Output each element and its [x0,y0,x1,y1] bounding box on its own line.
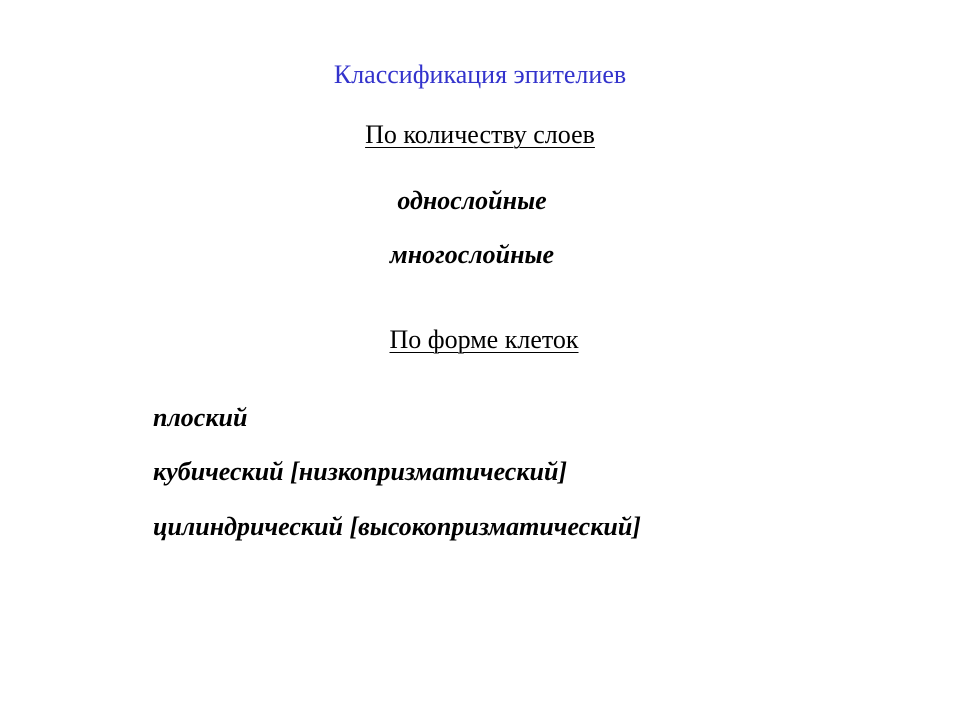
heading-by-shape: По форме клеток [389,325,579,354]
item-cuboidal: кубический [низкопризматический] [153,457,568,486]
item-multi-layer: многослойные [389,240,555,269]
item-squamous: плоский [153,403,248,432]
item-columnar: цилиндрический [высокопризматический] [153,512,641,541]
slide-title: Классификация эпителиев [333,60,627,89]
heading-by-layers: По количеству слоев [365,120,595,149]
item-single-layer: однослойные [397,186,547,215]
